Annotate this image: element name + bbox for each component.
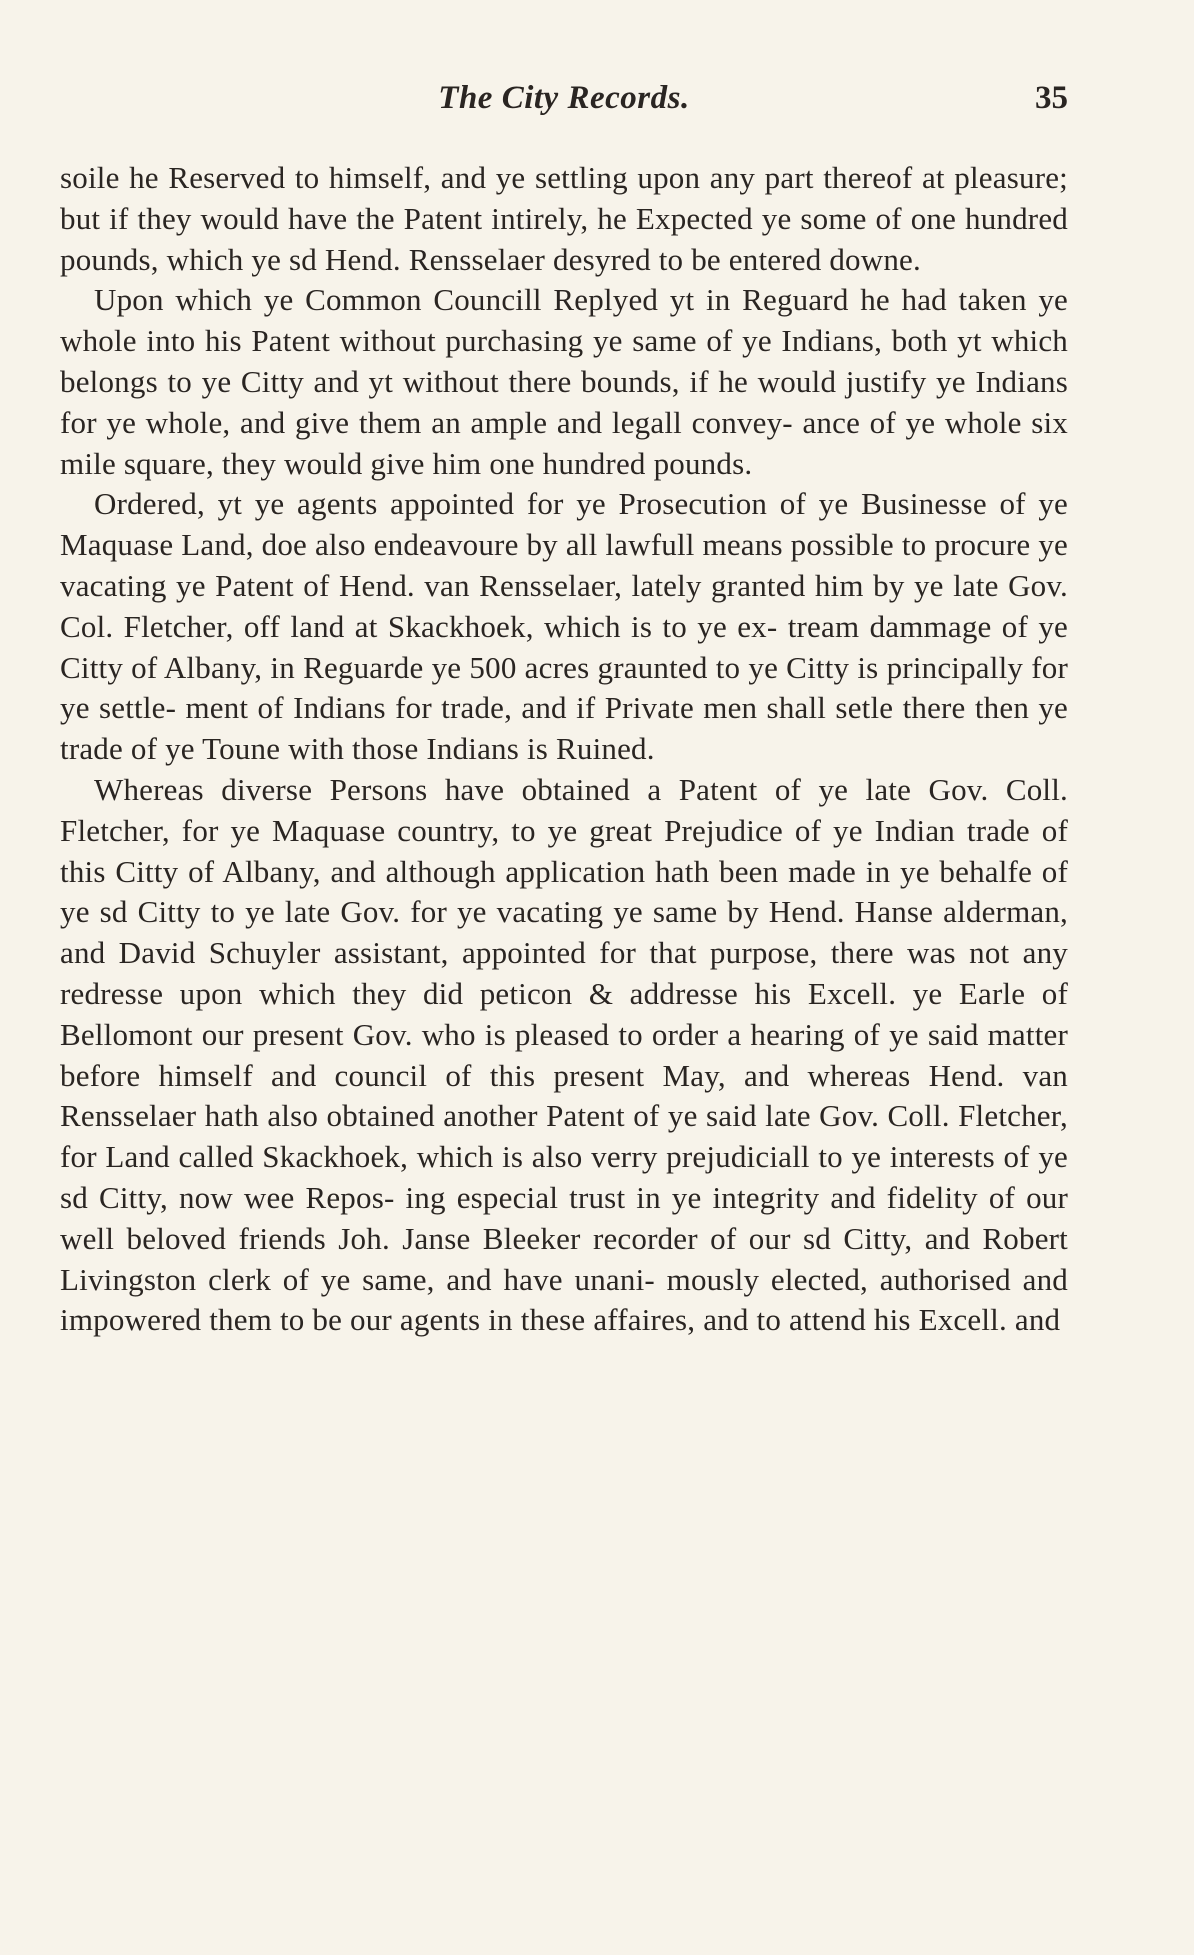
paragraph-3: Ordered, yt ye agents appointed for ye Prosecution of ye Businesse of ye Maquase Land, doe also endeavoure by all lawfull means possible to procure ye vacating ye Patent of Hend. van Rensselaer, lately granted him by ye late Gov. Col. Fletcher, off land at Skackhoek, which is to ye ex- tream dammage of ye Citty of Albany, in Reguarde ye 500 acres graunted to ye Citty is principally for ye settle- ment of Indians for trade, and if Private men shall setle there then ye trade of ye Toune with those Indians is Ruined.	[60, 486, 1068, 767]
paragraph-4: Whereas diverse Persons have obtained a Patent of ye late Gov. Coll. Fletcher, for ye Maquase country, to ye great Prejudice of ye Indian trade of this Citty of Albany, and although application hath been made in ye behalfe of ye sd Citty to ye late Gov. for ye vacating ye same by Hend. Hanse alderman, and David Schuyler assistant, appointed for that purpose, there was not any redresse upon which they did peticon & addresse his Excell. ye Earle of Bellomont our present Gov. who is pleased to order a hearing of ye said matter before himself and council of this present May, and whereas Hend. van Rensselaer hath also obtained another Patent of ye said late Gov. Coll. Fletcher, for Land called Skackhoek, which is also verry prejudiciall to ye interests of ye sd Citty, now wee Repos- ing especial trust in ye integrity and fidelity of our well beloved friends Joh. Janse Bleeker recorder of our sd Citty, and Robert Livingston clerk of ye same, and have unani- mously elected, authorised and impowered them to be our agents in these affaires, and to attend his Excell. and	[60, 771, 1068, 1338]
paragraph-1: soile he Reserved to himself, and ye settling upon any part thereof at pleasure; but if they would have the Patent intirely, he Expected ye some of one hundred pounds, which ye sd Hend. Rensselaer desyred to be entered downe.	[60, 160, 1068, 277]
paragraph-2: Upon which ye Common Councill Replyed yt in Reguard he had taken ye whole into his Patent without purchasing ye same of ye Indians, both yt which belongs to ye Citty and yt without there bounds, if he would justify ye Indians for ye whole, and give them an ample and legall convey- ance of ye whole six mile square, they would give him one hundred pounds.	[60, 282, 1068, 481]
page-header	[60, 80, 1068, 128]
running-title: The City Records.	[438, 80, 690, 116]
body-text	[60, 158, 1068, 1341]
page-number: 35	[1035, 80, 1068, 116]
